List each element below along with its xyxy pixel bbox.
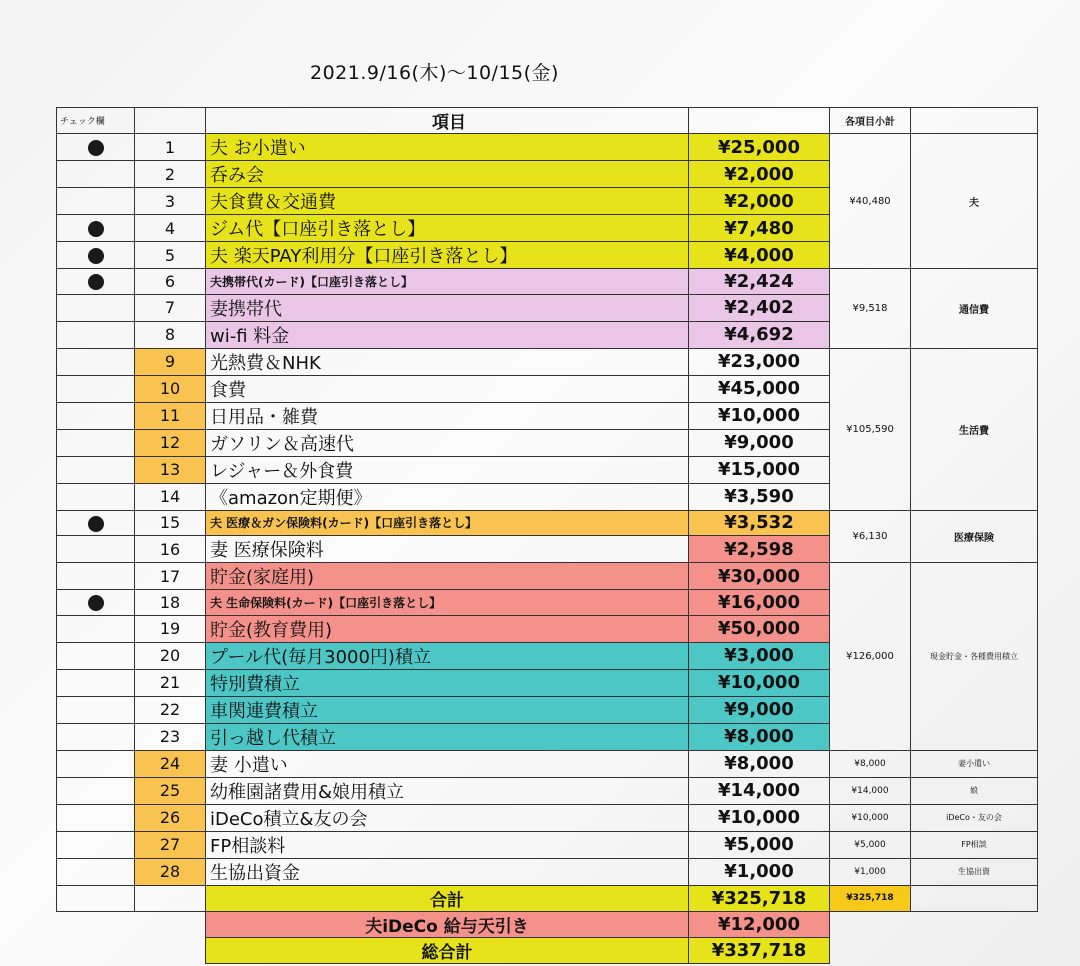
row-number: 9: [135, 348, 206, 375]
group-category: 生活費: [911, 348, 1038, 510]
empty-cell: [911, 911, 1038, 937]
item-name: wi-fi 料金: [206, 321, 689, 348]
item-name: 生協出資金: [206, 858, 689, 885]
item-amount: ¥15,000: [689, 456, 830, 483]
row-number: 16: [135, 536, 206, 563]
row-number: 4: [135, 215, 206, 242]
row-number: 11: [135, 402, 206, 429]
empty-cell: [135, 911, 206, 937]
item-name: ジム代【口座引き落とし】: [206, 215, 689, 242]
row-number: 17: [135, 563, 206, 590]
item-name: 貯金(教育費用): [206, 615, 689, 642]
item-amount: ¥50,000: [689, 615, 830, 642]
check-cell[interactable]: [57, 269, 135, 295]
row-number: 12: [135, 429, 206, 456]
item-name: 妻 医療保険料: [206, 536, 689, 563]
item-amount: ¥3,590: [689, 483, 830, 510]
ideco-row-amount: ¥12,000: [689, 911, 830, 937]
item-name: 食費: [206, 375, 689, 402]
check-dot-icon: [88, 221, 104, 237]
grand-total-row: [57, 937, 1038, 963]
check-cell[interactable]: [57, 188, 135, 215]
table-row: [57, 804, 1038, 831]
row-number: 13: [135, 456, 206, 483]
check-cell[interactable]: [57, 348, 135, 375]
check-cell[interactable]: [57, 669, 135, 696]
item-name: 夫食費＆交通費: [206, 188, 689, 215]
total-row-amount: ¥325,718: [689, 885, 830, 911]
item-amount: ¥9,000: [689, 429, 830, 456]
check-cell[interactable]: [57, 696, 135, 723]
item-name: レジャー＆外食費: [206, 456, 689, 483]
category-column-header: [911, 108, 1038, 134]
item-amount: ¥23,000: [689, 348, 830, 375]
group-category: FP相談: [911, 831, 1038, 858]
check-cell[interactable]: [57, 375, 135, 402]
check-cell[interactable]: [57, 402, 135, 429]
item-name: ガソリン＆高速代: [206, 429, 689, 456]
empty-cell: [57, 937, 135, 963]
row-number: 14: [135, 483, 206, 510]
subtotal-column-header: 各項目小計: [830, 108, 911, 134]
check-cell[interactable]: [57, 215, 135, 242]
row-number: 25: [135, 777, 206, 804]
item-amount: ¥4,000: [689, 242, 830, 269]
group-category: 娘: [911, 777, 1038, 804]
check-cell[interactable]: [57, 161, 135, 188]
empty-cell: [135, 937, 206, 963]
number-column-header: [135, 108, 206, 134]
check-cell[interactable]: [57, 590, 135, 616]
item-name: 《amazon定期便》: [206, 483, 689, 510]
check-dot-icon: [88, 274, 104, 290]
row-number: 6: [135, 269, 206, 295]
item-amount: ¥5,000: [689, 831, 830, 858]
item-name: 日用品・雑費: [206, 402, 689, 429]
group-subtotal: ¥1,000: [830, 858, 911, 885]
header-row: [57, 108, 1038, 134]
row-number: 10: [135, 375, 206, 402]
budget-table: [56, 107, 1038, 964]
check-cell[interactable]: [57, 242, 135, 269]
item-amount: ¥8,000: [689, 723, 830, 750]
group-subtotal: ¥6,130: [830, 510, 911, 563]
row-number: 5: [135, 242, 206, 269]
amount-column-header: [689, 108, 830, 134]
table-row: [57, 777, 1038, 804]
item-name: 妻携帯代: [206, 294, 689, 321]
item-amount: ¥2,000: [689, 188, 830, 215]
row-number: 18: [135, 590, 206, 616]
check-cell[interactable]: [57, 804, 135, 831]
grand-total-row-subtotal: [830, 937, 911, 963]
item-name: 夫 生命保険料(カード)【口座引き落とし】: [206, 590, 689, 616]
check-dot-icon: [88, 140, 104, 156]
row-number: 2: [135, 161, 206, 188]
group-category: 妻小遣い: [911, 750, 1038, 777]
document-title: 2021.9/16(木)～10/15(金): [310, 62, 559, 84]
item-name: 呑み会: [206, 161, 689, 188]
item-amount: ¥9,000: [689, 696, 830, 723]
group-subtotal: ¥10,000: [830, 804, 911, 831]
item-name: プール代(毎月3000円)積立: [206, 642, 689, 669]
item-amount: ¥2,598: [689, 536, 830, 563]
grand-total-row-amount: ¥337,718: [689, 937, 830, 963]
row-number: 1: [135, 134, 206, 161]
row-number: 27: [135, 831, 206, 858]
table-row: [57, 750, 1038, 777]
check-dot-icon: [88, 516, 104, 532]
check-cell[interactable]: [57, 429, 135, 456]
item-name: 夫 お小遣い: [206, 134, 689, 161]
row-number: 8: [135, 321, 206, 348]
row-number: 20: [135, 642, 206, 669]
row-number: 15: [135, 510, 206, 536]
table-row: [57, 348, 1038, 375]
check-cell[interactable]: [57, 456, 135, 483]
row-number: 21: [135, 669, 206, 696]
table-row: [57, 858, 1038, 885]
check-cell[interactable]: [57, 563, 135, 590]
group-category: 生協出資: [911, 858, 1038, 885]
item-name: 妻 小遣い: [206, 750, 689, 777]
row-number: 23: [135, 723, 206, 750]
item-amount: ¥10,000: [689, 402, 830, 429]
table-row: [57, 269, 1038, 295]
check-cell[interactable]: [57, 294, 135, 321]
group-category: 通信費: [911, 269, 1038, 349]
item-amount: ¥3,000: [689, 642, 830, 669]
item-amount: ¥4,692: [689, 321, 830, 348]
check-cell[interactable]: [57, 750, 135, 777]
item-amount: ¥45,000: [689, 375, 830, 402]
total-row-subtotal: ¥325,718: [830, 885, 911, 911]
check-cell[interactable]: [57, 510, 135, 536]
check-column-header: チェック欄: [57, 108, 135, 134]
group-subtotal: ¥8,000: [830, 750, 911, 777]
item-amount: ¥10,000: [689, 804, 830, 831]
table-row: [57, 134, 1038, 161]
total-row: [57, 885, 1038, 911]
item-name: 夫 楽天PAY利用分【口座引き落とし】: [206, 242, 689, 269]
grand-total-row-label: 総合計: [206, 937, 689, 963]
item-amount: ¥30,000: [689, 563, 830, 590]
item-amount: ¥25,000: [689, 134, 830, 161]
table-row: [57, 831, 1038, 858]
row-number: 28: [135, 858, 206, 885]
check-cell[interactable]: [57, 615, 135, 642]
row-number: 19: [135, 615, 206, 642]
check-cell[interactable]: [57, 321, 135, 348]
item-name: 夫 医療＆ガン保険料(カード)【口座引き落とし】: [206, 510, 689, 536]
empty-cell: [911, 937, 1038, 963]
check-cell[interactable]: [57, 134, 135, 161]
ideco-row-subtotal: [830, 911, 911, 937]
item-name: 貯金(家庭用): [206, 563, 689, 590]
item-amount: ¥3,532: [689, 510, 830, 536]
check-cell[interactable]: [57, 483, 135, 510]
empty-cell: [57, 885, 135, 911]
item-name: FP相談料: [206, 831, 689, 858]
item-column-header: 項目: [206, 108, 689, 134]
item-name: 車関連費積立: [206, 696, 689, 723]
check-cell[interactable]: [57, 831, 135, 858]
empty-cell: [911, 885, 1038, 911]
check-cell[interactable]: [57, 536, 135, 563]
table-row: [57, 563, 1038, 590]
item-amount: ¥1,000: [689, 858, 830, 885]
item-amount: ¥2,402: [689, 294, 830, 321]
item-amount: ¥16,000: [689, 590, 830, 616]
group-subtotal: ¥126,000: [830, 563, 911, 751]
group-category: 医療保険: [911, 510, 1038, 563]
total-row-label: 合計: [206, 885, 689, 911]
item-name: 特別費積立: [206, 669, 689, 696]
item-amount: ¥7,480: [689, 215, 830, 242]
empty-cell: [57, 911, 135, 937]
item-amount: ¥2,000: [689, 161, 830, 188]
row-number: 24: [135, 750, 206, 777]
group-subtotal: ¥105,590: [830, 348, 911, 510]
group-subtotal: ¥9,518: [830, 269, 911, 349]
check-dot-icon: [88, 595, 104, 611]
ideco-row: [57, 911, 1038, 937]
item-name: iDeCo積立&友の会: [206, 804, 689, 831]
item-name: 光熱費＆NHK: [206, 348, 689, 375]
row-number: 3: [135, 188, 206, 215]
group-subtotal: ¥40,480: [830, 134, 911, 269]
group-category: iDeCo・友の会: [911, 804, 1038, 831]
item-amount: ¥14,000: [689, 777, 830, 804]
item-name: 幼稚園諸費用&娘用積立: [206, 777, 689, 804]
group-subtotal: ¥14,000: [830, 777, 911, 804]
table-row: [57, 510, 1038, 536]
check-cell[interactable]: [57, 777, 135, 804]
group-category: 夫: [911, 134, 1038, 269]
item-amount: ¥8,000: [689, 750, 830, 777]
check-cell[interactable]: [57, 642, 135, 669]
item-amount: ¥10,000: [689, 669, 830, 696]
row-number: 26: [135, 804, 206, 831]
item-amount: ¥2,424: [689, 269, 830, 295]
group-category: 現金貯金・各種費用積立: [911, 563, 1038, 751]
group-subtotal: ¥5,000: [830, 831, 911, 858]
row-number: 22: [135, 696, 206, 723]
check-cell[interactable]: [57, 858, 135, 885]
empty-cell: [135, 885, 206, 911]
row-number: 7: [135, 294, 206, 321]
ideco-row-label: 夫iDeCo 給与天引き: [206, 911, 689, 937]
item-name: 引っ越し代積立: [206, 723, 689, 750]
check-dot-icon: [88, 248, 104, 264]
check-cell[interactable]: [57, 723, 135, 750]
item-name: 夫携帯代(カード)【口座引き落とし】: [206, 269, 689, 295]
